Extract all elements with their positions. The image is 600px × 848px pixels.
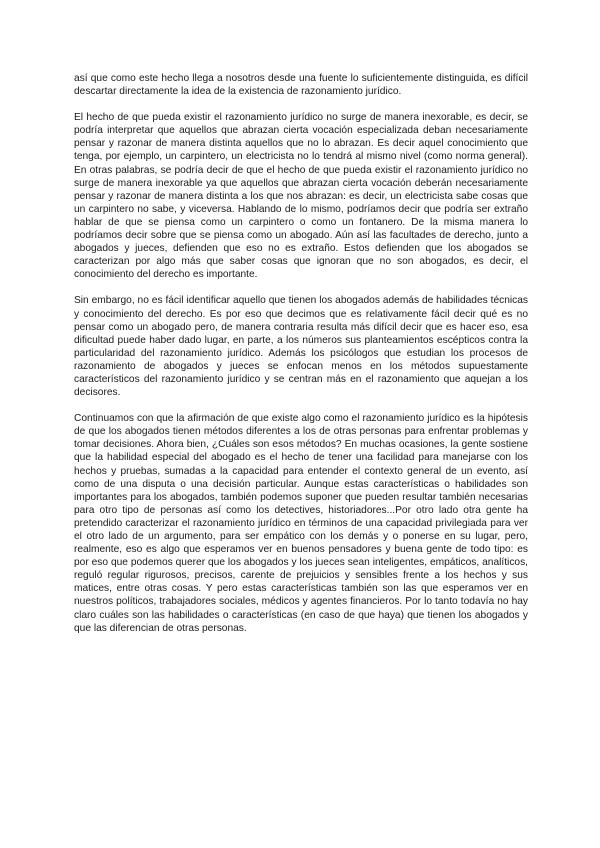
paragraph-3: Sin embargo, no es fácil identificar aquello que tienen los abogados además de habilidades técnicas y conocimiento del derecho. Es por eso que decimos que es relativamente fácil decir qué es no pensar como un abogado pero, de manera contraria resulta más difícil decir que es hacer eso, esa dificultad puede haber dado lugar, en parte, a los números sus planteamientos escépticos contra la particularidad del razonamiento jurídico. Además los psicólogos que estudian los procesos de razonamiento de abogados y jueces se enfocan menos en los métodos supuestamente característicos del razonamiento jurídico y se centran más en el razonamiento que aquejan a los decisores. [74, 295, 528, 399]
paragraph-4: Continuamos con que la afirmación de que existe algo como el razonamiento jurídico es la hipótesis de que los abogados tienen métodos diferentes a los de otras personas para enfrentar problemas y tomar decisiones. Ahora bien, ¿Cuáles son esos métodos? En muchas ocasiones, la gente sostiene que la habilidad especial del abogado es el hecho de tener una facilidad para manejarse con los hechos y pruebas, sumadas a la capacidad para entender el contexto general de un evento, así como de una disputa o una decisión particular. Aunque estas características o habilidades son importantes para los abogados, también podemos suponer que pueden resultar también necesarias para otro tipo de personas así como los detectives, historiadores...Por otro lado otra gente ha pretendido caracterizar el razonamiento jurídico en términos de una capacidad privilegiada para ver el otro lado de un argumento, para ser empático con los demás y o ponerse en su lugar, pero, realmente, eso es algo que esperamos ver en buenos pensadores y buena gente de todo tipo: es por eso que podemos querer que los abogados y los jueces sean inteligentes, empáticos, analíticos, reguló regular rigurosos, precisos, carente de prejuicios y sensibles frente a los hechos y sus matices, entre otras cosas. Y pero estas características también son las que esperamos ver en nuestros políticos, trabajadores sociales, médicos y agentes financieros. Por lo tanto todavía no hay claro cuáles son las habilidades o características (en caso de que haya) que tienen los abogados y que las diferencian de otras personas. [74, 413, 528, 634]
document-page [74, 72, 528, 648]
paragraph-1: así que como este hecho llega a nosotros desde una fuente lo suficientemente distinguida, es difícil descartar directamente la idea de la existencia de razonamiento jurídico. [74, 73, 528, 98]
paragraph-2: El hecho de que pueda existir el razonamiento jurídico no surge de manera inexorable, es decir, se podría interpretar que aquellos que abrazan cierta vocación especializada deban necesariamente pensar y razonar de manera distinta aquellos que no lo abrazan. Es decir aquel conocimiento que tenga, por ejemplo, un carpintero, un electricista no lo tendrá al mismo nivel (como norma general). En otras palabras, se podría decir de que el hecho de que pueda existir el razonamiento jurídico no surge de manera inexorable ya que aquellos que abrazan cierta vocación deberán necesariamente pensar y razonar de manera distinta a los que nos abrazan: es decir, un electricista sabe cosas que un carpintero no sabe, y viceversa. Hablando de lo mismo, podríamos decir que podría ser extraño hablar de que se piensa como un carpintero o como un fontanero. De la misma manera lo podríamos decir sobre que se piensa como un abogado. Aún así las facultades de derecho, junto a abogados y jueces, defienden que eso no es extraño. Estos defienden que los abogados se caracterizan por algo más que saber cosas que ignoran que no son abogados, es decir, el conocimiento del derecho es importante. [74, 112, 528, 281]
